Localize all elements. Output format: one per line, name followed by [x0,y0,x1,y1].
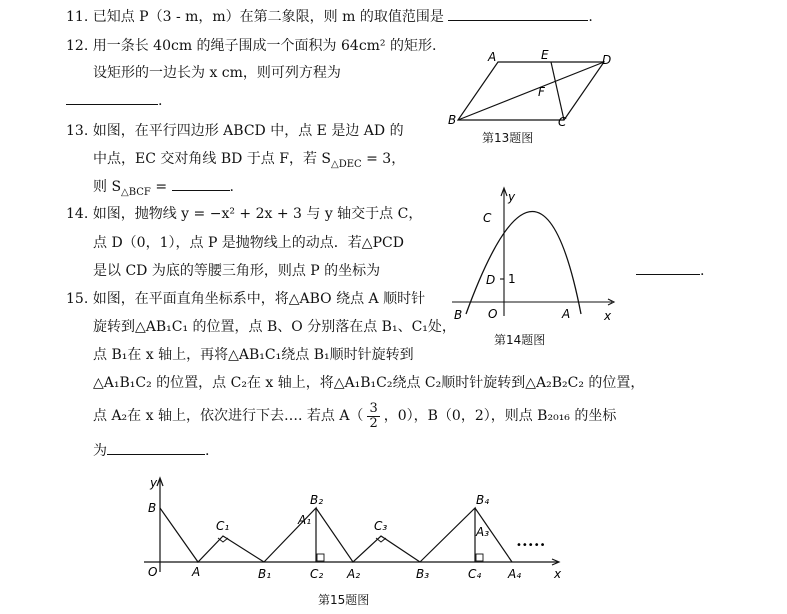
q13-line3 [93,178,234,202]
q15-text-2: 旋转到△AB₁C₁ 的位置，点 B、O 分别落在点 B₁、C₁处， [93,319,456,335]
fig15-label-o: O [148,565,158,579]
fig15-label-a4: A₄ [508,567,522,581]
fig14-label-1: 1 [508,272,516,286]
q11-number: 11. [66,9,89,25]
q15-text-5b: ，0），B（0，2），则点 B₂₀₁₆ 的坐标 [383,408,617,424]
q15-line5 [93,400,616,432]
fig14-label-o: O [488,307,498,321]
question-12-line1 [66,37,436,55]
fig15-label-b1: B₁ [258,567,272,581]
q12-number: 12. [66,38,89,54]
q14-answer-blank[interactable] [636,262,700,275]
fig15-label-b2: B₂ [310,493,324,507]
fig15-label-c3: C₃ [374,519,388,533]
fig14-label-c: C [483,211,492,225]
q13-line2 [93,150,405,174]
question-15-line1 [66,290,425,308]
q12-answer-blank[interactable] [66,92,158,105]
q15-line6 [93,442,209,460]
fig14-caption: 第14题图 [494,333,546,347]
fig13-caption: 第13题图 [482,131,534,145]
q13-number: 13. [66,123,89,139]
q15-number: 15. [66,291,89,307]
fig15-triangle-4 [420,508,475,562]
fig15-label-b3: B₃ [416,567,430,581]
question-13-line1 [66,122,404,140]
q15-answer-blank[interactable] [107,442,205,455]
fig14-label-a: A [562,307,571,321]
q13-answer-blank[interactable] [172,178,230,191]
fig14-label-y: y [508,190,516,204]
q15-text-6: 为 [93,443,107,459]
q15-frac-num: 3 [369,400,378,416]
q12-text-2: 设矩形的一边长为 x cm，则可列方程为 [93,65,341,81]
fig15-label-a: A [192,565,201,579]
fig15-caption: 第15题图 [318,593,370,607]
fig13-label-e: E [541,48,549,62]
figure-14-parabola [448,184,618,329]
fig15-right-angle-c2 [317,554,324,561]
q14-text-2: 点 D（0，1），点 P 是抛物线上的动点．若△PCD [93,235,404,251]
q14-text-3: 是以 CD 为底的等腰三角形，则点 P 的坐标为 [93,263,381,279]
q15-text-4: △A₁B₁C₂ 的位置，点 C₂在 x 轴上，将△A₁B₁C₂绕点 C₂顺时针旋转到△A₂B₂C₂ 的位置， [93,375,645,391]
q13-sub-bcf: △BCF [121,186,151,198]
fig15-label-c1: C₁ [216,519,230,533]
question-11 [66,8,593,26]
q14-answer [636,262,704,280]
fig15-label-a3: A₃ [476,525,490,539]
fig13-label-b: B [448,113,457,127]
fig13-label-c: C [558,115,567,129]
q11-period: . [588,9,593,25]
fig14-label-x: x [604,309,612,323]
q12-text-1: 用一条长 40cm 的绳子围成一个面积为 64cm² 的矩形. [92,38,437,54]
figure-15-rotations [138,472,578,590]
fig13-label-f: F [538,85,545,99]
question-14-line1 [66,205,422,223]
fig15-label-b: B [148,501,157,515]
q11-answer-blank[interactable] [448,8,588,21]
fig15-ellipsis: ••••• [516,540,546,551]
segment-ec [551,62,564,120]
fig13-label-d: D [602,53,612,67]
fig13-label-a: A [488,50,497,64]
fig15-label-y: y [150,476,158,490]
q13-text-3: 则 S [93,179,122,195]
q13-text-2: 中点，EC 交对角线 BD 于点 F，若 S [93,151,331,167]
q14-period: . [700,263,705,279]
fig15-label-a1: A₁ [298,513,312,527]
q15-period: . [205,443,210,459]
q13-text-2-end: = 3， [361,151,406,167]
fig15-label-b4: B₄ [476,493,490,507]
fig15-triangle-1 [160,508,264,562]
q15-text-1: 如图，在平面直角坐标系中，将△ABO 绕点 A 顺时针 [92,291,426,307]
q15-fraction [367,402,379,431]
fig15-label-x: x [554,567,562,581]
fig15-right-angle-c4 [476,554,483,561]
diagonal-bd [458,62,604,120]
fig14-parabola-curve [466,212,581,315]
q12-period: . [158,93,163,109]
q13-eq: = [150,179,172,195]
fig15-label-c4: C₄ [468,567,482,581]
q14-text-1: 如图，抛物线 y = −x² + 2x + 3 与 y 轴交于点 C， [92,206,423,222]
fig15-label-c2: C₂ [310,567,324,581]
q13-text-1: 如图，在平行四边形 ABCD 中，点 E 是边 AD 的 [92,123,404,139]
fig14-label-d: D [486,273,496,287]
q13-sub-dec: △DEC [331,158,362,170]
q14-number: 14. [66,206,89,222]
q12-line3 [66,92,162,110]
q15-text-3: 点 B₁在 x 轴上，再将△AB₁C₁绕点 B₁顺时针旋转到 [93,347,414,363]
fig15-label-a2: A₂ [347,567,361,581]
fig15-triangle-3 [316,508,420,562]
q11-text: 已知点 P（3 - m，m）在第二象限，则 m 的取值范围是 [92,9,444,25]
q15-frac-den: 2 [369,415,378,431]
q15-text-5a: 点 A₂在 x 轴上，依次进行下去…. 若点 A（ [93,408,364,424]
q13-period: . [229,179,234,195]
fig14-label-b: B [454,308,463,322]
